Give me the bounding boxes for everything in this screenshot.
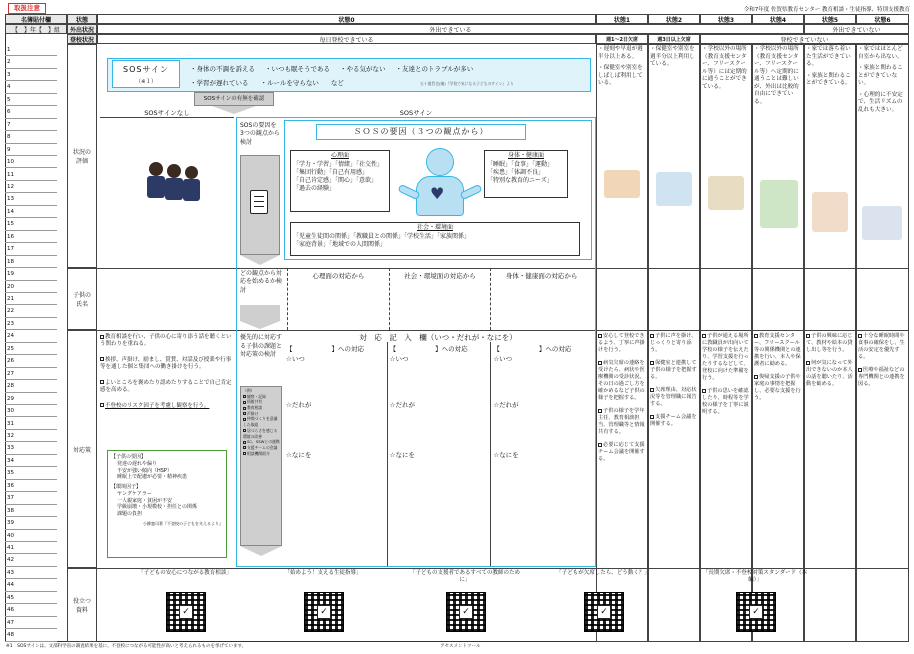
row-number: 5 [5, 94, 57, 106]
section-name: 子供の 氏名 [67, 268, 97, 330]
row-number: 28 [5, 380, 57, 392]
risk-item: ヤングケアラー [117, 490, 152, 497]
class-label: 【 】年【 】組 [5, 24, 67, 34]
broken-heart-icon: ♥ [430, 184, 445, 203]
resource-title: 「始めよう！支える生徒指導」 [284, 570, 362, 576]
sos-item: ・やる気がない [340, 65, 386, 73]
state-resp-item: 子供の様子を学年主任、教育相談担当、管理職等と情報共有する。 [598, 408, 645, 436]
state-desc-item: ・家では落ち着いた生活ができている。 [806, 46, 851, 68]
state-label: 状態 [67, 14, 97, 24]
row-number: 26 [5, 355, 57, 367]
plan-list-head: （例） [243, 388, 255, 393]
sos-none-label: SOSサインなし [100, 108, 234, 118]
state-desc-s3 [702, 46, 750, 95]
row-number: 46 [5, 604, 57, 616]
section-response: 対応策 [67, 330, 97, 568]
org-line: 令和7年度 佐賀県教育センター 教育相談・生徒指導、特別支援教育 [743, 7, 910, 13]
row-number: 30 [5, 405, 57, 417]
qr-center-mark: ✓ [317, 605, 331, 619]
plan-list-item: 支援チームの会議 [243, 445, 281, 451]
illustration-s3 [708, 176, 744, 210]
viewpoint-social: 社会・環境面の対応から [390, 268, 492, 330]
sos-item: ・学習が遅れている [190, 79, 249, 87]
psych-item: 「自己肯定感」「関心」「意欲」 [293, 177, 378, 185]
sos-present-label: SOSサイン [236, 108, 596, 118]
student-figure [149, 162, 163, 176]
plan-col-head: 【 】への対応 [493, 345, 572, 353]
checkbox[interactable] [702, 389, 706, 393]
attend-none: 登校できていない [700, 34, 909, 44]
plan-list-item: 情報共有 [243, 399, 281, 405]
state-desc-item: ・学校以外の場所（教育支援センター、フリースクール等）には定期的に通うことができている。 [702, 46, 747, 90]
illustration-s6 [862, 206, 902, 240]
checkbox[interactable] [598, 409, 602, 413]
checkbox[interactable] [243, 418, 246, 421]
state-resp-s2 [650, 333, 698, 434]
response0-list [100, 334, 232, 410]
checkbox[interactable] [650, 388, 654, 392]
checkbox[interactable] [243, 452, 246, 455]
checkbox[interactable] [243, 407, 246, 410]
state-resp-item: 子供が通える場所に教職員が出向いて学校の様子を伝えたり、学習支援を行ったりするなどして、登校に向けた準備を行う。 [702, 333, 749, 382]
row-number-column [5, 44, 67, 642]
row-number: 45 [5, 592, 57, 604]
row-number: 36 [5, 480, 57, 492]
row-number: 4 [5, 81, 57, 93]
risk-item: 一人親家庭・貧困が不安 [117, 497, 173, 504]
state-resp-item: 必要に応じて支援チーム会議を開催する。 [598, 442, 645, 463]
body-box [484, 150, 568, 198]
plan-col [491, 342, 594, 566]
row-number: 31 [5, 418, 57, 430]
row-number: 23 [5, 318, 57, 330]
body-item: 「睡眠」「食事」「運動」 [487, 161, 554, 169]
row-number: 13 [5, 193, 57, 205]
state-desc-item: ・保健室や別室を週半分以上利用している。 [650, 46, 695, 68]
plan-when: ☆いつ [389, 355, 409, 363]
sos-title [112, 60, 180, 88]
state1-header: 状態1 [596, 14, 648, 24]
resource-item[interactable] [268, 570, 378, 636]
state-resp-item: 安心して登校できるよう、丁寧に声掛けを行う。 [598, 333, 645, 354]
checkbox[interactable] [806, 361, 810, 365]
risk-item: 不安が強い傾向（HSP） [117, 467, 172, 474]
state6-header: 状態6 [856, 14, 909, 24]
attend-s1: 週1～2日欠席 [596, 34, 648, 44]
psych-item: 「過去の経験」 [293, 185, 336, 193]
state-resp-item: 教育支援センター、フリースクール等の関係機関との連携を行い、本人や保護者に勧める。 [754, 333, 801, 368]
response0-item: 挨拶、声掛け、励まし、賞賛、対話及び授業や行事等を通した個と集団への働き掛けを行う。 [100, 356, 232, 371]
attend-daily: 毎日登校できている [97, 34, 596, 44]
student-figure [165, 178, 183, 200]
resource-item[interactable] [130, 570, 240, 636]
sos-item: ・身体の不調を訴える [190, 65, 255, 73]
sos-item: ・友達とのトラブルが多い [395, 65, 474, 73]
checkbox[interactable] [100, 335, 104, 339]
state-desc-s4 [754, 46, 802, 110]
risk-item: 発達の遅れや偏り [117, 460, 158, 467]
risk-item: 睡眠上で配慮が必要・精神疾患 [117, 474, 188, 481]
checkbox[interactable] [754, 334, 758, 338]
resource-title: 「子どもの安心につながる教育相談」 [138, 570, 232, 576]
state-desc-item: ・学校以外の場所（教育支援センター、フリースクール等）へ定期的に通うことは難しいが、外出は比較的自由にできている。 [754, 46, 799, 105]
sos-items-row-b [190, 78, 420, 87]
attend-s2: 週3日以上欠席 [648, 34, 700, 44]
state-resp-item: 医療や福祉などの専門機関との連携を図る。 [858, 367, 905, 388]
state4-header: 状態4 [752, 14, 804, 24]
state5-header: 状態5 [804, 14, 856, 24]
section-resources: 役立つ 資料 [67, 568, 97, 642]
name-label: 名簿貼付欄 [5, 14, 67, 24]
state-desc-item: ・家ではほとんど自室から出ない。 [858, 46, 903, 60]
state-resp-s6 [858, 333, 906, 394]
checkbox[interactable] [100, 403, 104, 407]
row-number: 10 [5, 156, 57, 168]
student-figure [147, 176, 165, 198]
checkbox[interactable] [243, 412, 246, 415]
plan-who: ☆だれが [286, 401, 312, 409]
sos-title-text: SOSサイン [123, 65, 169, 74]
state-desc-item: ・家族と関わることができていない。 [858, 65, 903, 87]
students-illustration [145, 160, 205, 212]
checkbox[interactable] [598, 361, 602, 365]
row-number: 47 [5, 617, 57, 629]
state-resp-s1 [598, 333, 646, 469]
row-number: 8 [5, 131, 57, 143]
checklist-icon [250, 190, 268, 214]
row-number: 11 [5, 169, 57, 181]
row-number: 12 [5, 181, 57, 193]
checkbox[interactable] [650, 415, 654, 419]
qr-code-icon[interactable] [446, 592, 486, 632]
state-resp-item: 保健室と連携して子供の様子を把握する。 [650, 360, 697, 381]
viewpoint-cols [287, 268, 592, 330]
state-resp-s3 [702, 333, 750, 422]
row-number: 21 [5, 293, 57, 305]
social-head: 社会・環境面 [416, 224, 453, 231]
row-number: 17 [5, 243, 57, 255]
row-number: 27 [5, 368, 57, 380]
row-number: 6 [5, 106, 57, 118]
viewpoint-body: 身体・健康面の対応から [505, 272, 578, 280]
plan-title: 対 応 記 入 欄（いつ・だれが・なにを） [359, 333, 517, 342]
state-desc-item: ・遅刻や早退が週半分以上ある。 [598, 46, 643, 60]
plan-list-item: 教育相談 [243, 405, 281, 411]
row-number: 19 [5, 268, 57, 280]
state-resp-item: 子供の興味に応じて、教材や絵本の貸し出し等を行う。 [806, 333, 853, 354]
outing-can: 外出できている [97, 24, 804, 34]
state-desc-s1 [598, 46, 646, 92]
sos-item: ・ルールを守らない [260, 79, 319, 87]
plan-side-arrow-tip [240, 546, 282, 556]
plan-what: ☆なにを [286, 451, 312, 459]
row-number: 33 [5, 442, 57, 454]
state-desc-s5 [806, 46, 854, 92]
row-number: 43 [5, 567, 57, 579]
state-resp-s5 [806, 333, 854, 394]
qr-center-mark: ✓ [179, 605, 193, 619]
row-number: 7 [5, 119, 57, 131]
checkbox[interactable] [243, 441, 246, 444]
body-item: 「特別な教育的ニーズ」 [487, 177, 553, 185]
footnote-tool: アセスメントツール [440, 644, 481, 649]
social-item: 「児童生徒間の関係」「教職員との関係」「学校生活」「家族関係」 [293, 233, 471, 241]
row-number: 16 [5, 231, 57, 243]
plan-cols [284, 342, 594, 566]
illustration-s4 [760, 180, 798, 228]
student-figure [183, 179, 200, 201]
outing-cannot: 外出できていない [804, 24, 909, 34]
row-number: 22 [5, 305, 57, 317]
risk-item: 学級崩壊・小規模校・担任との関係 [117, 504, 198, 511]
plan-when: ☆いつ [493, 355, 513, 363]
row-number: 2 [5, 56, 57, 68]
resource-title: 「子どもが欠席したら、どう動く？」 [556, 570, 650, 576]
factor-side-label: SOSの要因を3つの観点から検討 [240, 122, 280, 146]
psych-item: 「学力・学習」「情緒」「社交性」 [293, 161, 384, 169]
attend-label: 登校状況 [67, 34, 97, 44]
state-resp-item: 支援チーム会議を開催する。 [650, 414, 697, 428]
row-number: 37 [5, 492, 57, 504]
resource-item[interactable] [700, 570, 810, 636]
state-resp-item: 病気欠席の連絡を受けたら、病状や医療機関の受診状況、その日の過ごし方を確かめるなど子供の様子を把握する。 [598, 360, 645, 402]
sos-source: 五十嵐哲也(編)『学校で気になる子どものサイン』より [420, 81, 514, 86]
row-number: 18 [5, 256, 57, 268]
checkbox[interactable] [243, 429, 246, 432]
row-number: 39 [5, 517, 57, 529]
state-desc-item: ・保健室や別室をしばしば利用している。 [598, 65, 643, 87]
row-number: 25 [5, 343, 57, 355]
row-number: 41 [5, 542, 57, 554]
row-number: 38 [5, 505, 57, 517]
checkbox[interactable] [243, 395, 246, 398]
body-item: 「疾患」「体調不良」 [487, 169, 545, 177]
response0-item: 不登校のリスク因子を考慮し観察を行う。 [100, 403, 232, 410]
psych-box [290, 150, 390, 212]
body-head: 身体・健康面 [507, 152, 544, 159]
sos-item: など [330, 79, 344, 87]
risk-head: 【環境因子】 [111, 484, 142, 490]
plan-list-item: 仲間づくりを意識した取組 [243, 416, 278, 428]
sos-items-row-a [190, 64, 590, 73]
plan-list-item: 相談機関紹介 [243, 451, 281, 457]
state-resp-s4 [754, 333, 802, 408]
plan-when: ☆いつ [286, 355, 305, 363]
plan-what: ☆なにを [389, 451, 415, 459]
plan-col-head: 【 】への対応 [389, 345, 468, 353]
resource-item[interactable] [410, 570, 520, 636]
response0-item: よいところを褒めたり認めたりすることで自己肯定感を高める。 [100, 379, 232, 394]
state-resp-item: 欠席理由、対応状況等を管理職に報告する。 [650, 387, 697, 408]
state-resp-item: 復帰支援の子供や家庭の事情を把握し、必要な支援を行う。 [754, 374, 801, 402]
risk-item: 課題の負担 [117, 511, 143, 517]
checkbox[interactable] [806, 334, 810, 338]
checkbox[interactable] [100, 357, 104, 361]
row-number: 35 [5, 467, 57, 479]
row-number: 3 [5, 69, 57, 81]
checkbox[interactable] [100, 380, 104, 384]
psych-head: 心理面 [330, 152, 349, 159]
state-desc-item: ・心理的に不安定で、生活リズムの乱れも大きい。 [858, 91, 903, 113]
plan-what: ☆なにを [493, 451, 519, 459]
plan-example-list [243, 388, 281, 456]
row-number: 14 [5, 206, 57, 218]
qr-code-icon[interactable] [166, 592, 206, 632]
resource-title: 「子どもの支援者であるすべての教師のために」 [410, 570, 520, 584]
plan-list-item: 観察・記録 [243, 394, 281, 400]
plan-col-head: 【 】への対応 [286, 345, 364, 353]
viewpoint-psych: 心理面の対応から [287, 268, 390, 330]
divider-response-resources [97, 568, 909, 569]
state-desc-s2 [650, 46, 698, 73]
illustration-s1 [604, 170, 640, 198]
risk-head: 【子供の要因】 [111, 454, 147, 460]
qr-code-icon[interactable] [304, 592, 344, 632]
qr-center-mark: ✓ [597, 605, 611, 619]
row-number: 15 [5, 218, 57, 230]
person-figure [400, 148, 480, 220]
viewpoint-side-label: どの観点から対応を始めるか検討 [240, 270, 283, 294]
illustration-s5 [812, 192, 848, 232]
row-number: 1 [5, 44, 57, 56]
state-desc-s6 [858, 46, 906, 118]
checkbox[interactable] [858, 368, 862, 372]
row-number: 32 [5, 430, 57, 442]
qr-code-icon[interactable] [736, 592, 776, 632]
confidential-badge: 取扱注意 [8, 3, 46, 14]
factor-side-arrow-tip [240, 255, 280, 265]
plan-col [284, 342, 388, 566]
state3-header: 状態3 [700, 14, 752, 24]
psych-item: 「集団行動」「自己有用感」 [293, 169, 369, 177]
checkbox[interactable] [754, 375, 758, 379]
plan-col [388, 342, 492, 566]
checkbox[interactable] [243, 446, 246, 449]
row-number: 42 [5, 554, 57, 566]
sos-title-note: （※１） [135, 79, 157, 85]
row-number: 34 [5, 455, 57, 467]
student-figure [185, 166, 198, 179]
plan-list-item: 声掛け [243, 411, 281, 417]
sos-item: ・いつも眠そうである [265, 65, 330, 73]
plan-who: ☆だれが [493, 401, 519, 409]
plan-list-item: 居づらさを感じる環境の改善 [243, 427, 278, 439]
state-desc-item: ・家族と関わることができている。 [806, 72, 851, 87]
state-resp-item: 子供の思いを確認したり、時程等を学校の様子を丁寧に説明する。 [702, 388, 749, 416]
illustration-s2 [656, 172, 692, 206]
checkbox[interactable] [598, 443, 602, 447]
footnote: ※1 SOSサインは、文部科学省の調査結果を基に、不登校につながる可能性が高いと考えられるものを挙げています。 [6, 644, 247, 649]
viewpoint-side-arrow [240, 305, 280, 321]
plan-who: ☆だれが [389, 401, 415, 409]
row-number: 29 [5, 393, 57, 405]
response0-item: 教育相談を行い、子供の心に寄り添う話を聴くという関わりを重ねる。 [100, 334, 232, 348]
checkbox[interactable] [598, 334, 602, 338]
state-resp-item: 十分な睡眠時間や食事の確保をし、生活の安定を優先する。 [858, 333, 905, 361]
social-box [290, 222, 580, 256]
plan-list-item: SC、SSWとの連携 [243, 439, 281, 445]
state-resp-item: 何が気になって外出できないのか本人の話を聴いたり、活動を勧める。 [806, 360, 853, 388]
student-figure [167, 164, 181, 178]
viewpoint-side-arrow-tip [240, 321, 280, 329]
sos-check-arrow: SOSサインの有無を確認 [194, 92, 274, 106]
factor-title: ＳＯＳの要因（３つの観点から） [316, 124, 526, 140]
resource-item[interactable] [548, 570, 658, 636]
row-number: 40 [5, 530, 57, 542]
social-item: 「家庭背景」「地域での人間関係」 [293, 241, 387, 249]
checkbox[interactable] [650, 361, 654, 365]
state-illustrations [596, 150, 909, 240]
resource-title: 「長期欠席・不登校対策スタンダード（本編）」 [702, 570, 808, 584]
qr-center-mark: ✓ [459, 605, 473, 619]
person-head [426, 148, 454, 176]
row-number: 20 [5, 281, 57, 293]
plan-side-label: 優先的に対応する子供の課題と対応策の検討 [240, 334, 283, 359]
checkbox[interactable] [243, 401, 246, 404]
qr-code-icon[interactable] [584, 592, 624, 632]
risk-box [107, 450, 227, 558]
outing-label: 外出状況 [67, 24, 97, 34]
row-number: 24 [5, 330, 57, 342]
row-number: 48 [5, 629, 57, 641]
checkbox[interactable] [650, 334, 654, 338]
risk-source: 小柳憲司著『不登校の子どもを支えるより』 [143, 520, 223, 526]
state0-header: 状態0 [97, 14, 596, 24]
section-eval: 状況の 評価 [67, 44, 97, 268]
row-number: 9 [5, 144, 57, 156]
state-resp-item: 子供に声を掛け、じっくりと寄り添う。 [650, 333, 697, 354]
checkbox[interactable] [858, 334, 862, 338]
checkbox[interactable] [702, 334, 706, 338]
state2-header: 状態2 [648, 14, 700, 24]
qr-center-mark: ✓ [749, 605, 763, 619]
row-number: 44 [5, 579, 57, 591]
